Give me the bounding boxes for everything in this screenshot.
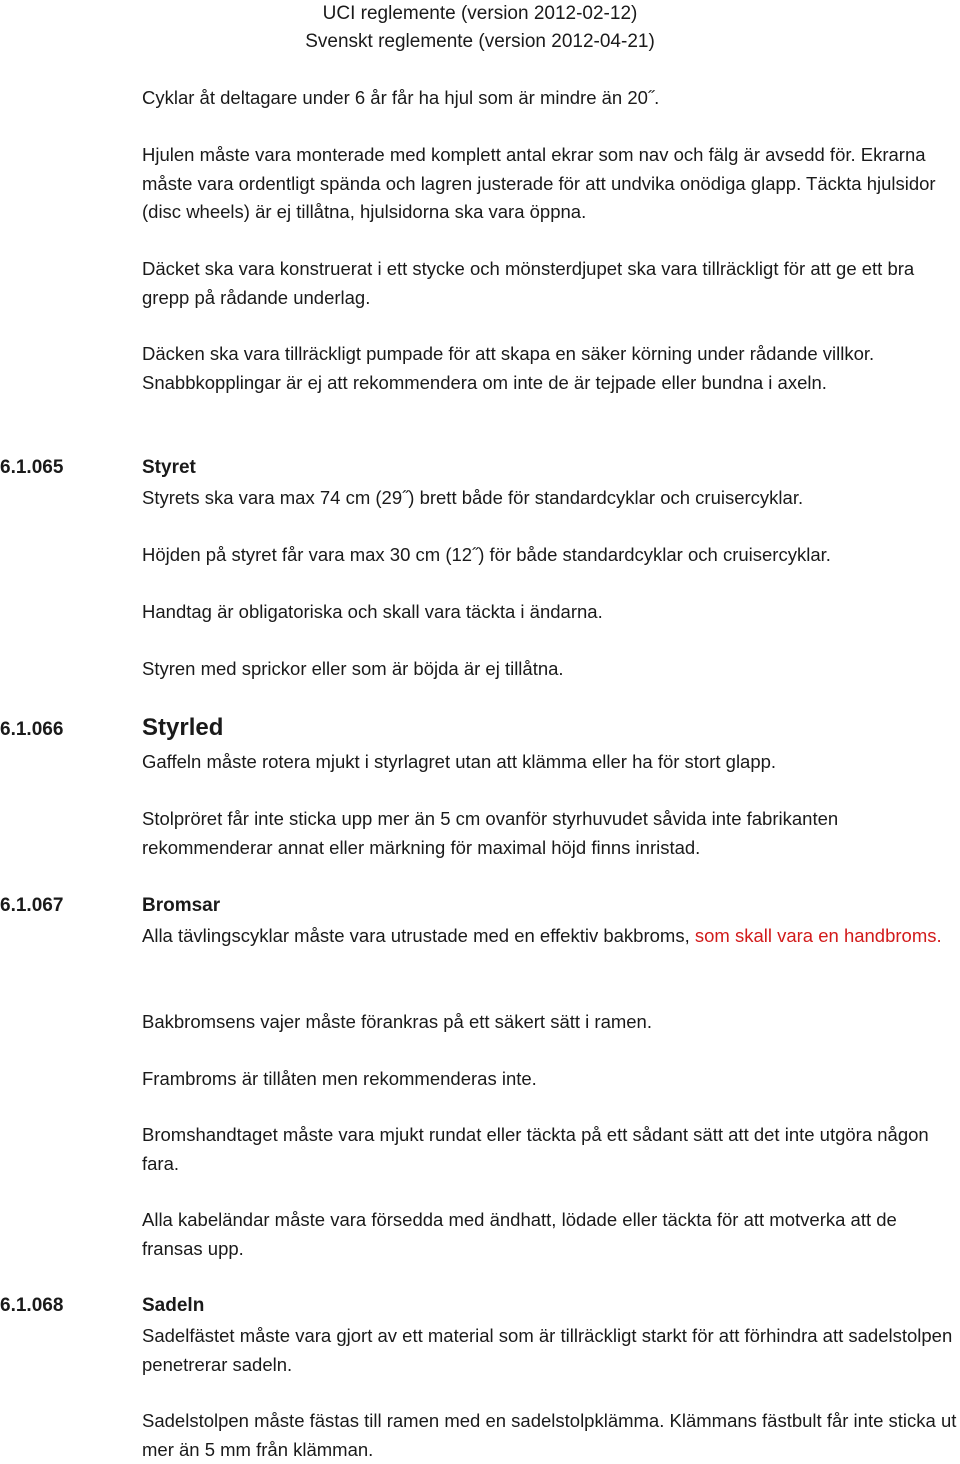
page-header [0,0,960,56]
section-title-styret: Styret [142,457,196,478]
section-title-styrled: Styrled [142,714,224,741]
bromsar-paragraph-1-text: Alla tävlingscyklar måste vara utrustade med en effektiv bakbroms, [142,925,695,946]
intro-paragraph-1: Cyklar åt deltagare under 6 år får ha hjul som är mindre än 20˝. [142,87,660,108]
bromsar-red-insert: som skall vara en handbroms. [694,925,942,946]
bromsar-paragraph-4: Bromshandtaget måste vara mjukt rundat eller täckta på ett sådant sätt att det inte utgöra någon fara. [142,1124,929,1174]
intro-paragraph-2: Hjulen måste vara monterade med komplett antal ekrar som nav och fälg är avsedd för. Ekrarna måste vara ordentligt spända och lagren justerade för att undvika onödiga glapp. Täckta hjulsidor (disc wheels) är ej tillåtna, hjulsidorna ska vara öppna. [142,144,936,222]
section-number-067: 6.1.067 [0,895,64,916]
styrled-paragraph-1: Gaffeln måste rotera mjukt i styrlagret utan att klämma eller ha för stort glapp. [142,751,777,772]
styret-paragraph-2: Höjden på styret får vara max 30 cm (12˝) för både standardcyklar och cruisercyklar. [142,544,831,565]
header-uci-version: UCI reglemente (version 2012-02-12) [322,3,638,24]
section-number-066: 6.1.066 [0,719,64,740]
styret-paragraph-1: Styrets ska vara max 74 cm (29˝) brett både för standardcyklar och cruisercyklar. [142,487,804,508]
sadeln-paragraph-2: Sadelstolpen måste fästas till ramen med en sadelstolpklämma. Klämmans fästbult får inte sticka ut mer än 5 mm från klämman. [142,1410,957,1460]
section-number-068: 6.1.068 [0,1295,64,1316]
bromsar-paragraph-3: Frambroms är tillåten men rekommenderas inte. [142,1068,537,1089]
bromsar-paragraph-2: Bakbromsens vajer måste förankras på ett säkert sätt i ramen. [142,1011,652,1032]
section-title-sadeln: Sadeln [142,1295,205,1316]
styret-paragraph-3: Handtag är obligatoriska och skall vara täckta i ändarna. [142,601,603,622]
bromsar-paragraph-5: Alla kabeländar måste vara försedda med ändhatt, lödade eller täckta för att motverka att de fransas upp. [142,1209,897,1259]
sadeln-paragraph-1: Sadelfästet måste vara gjort av ett material som är tillräckligt starkt för att förhindra att sadelstolpen penetrerar sadeln. [142,1325,953,1375]
intro-paragraph-3: Däcket ska vara konstruerat i ett stycke och mönsterdjupet ska vara tillräckligt för att ge ett bra grepp på rådande underlag. [142,258,915,308]
header-swedish-version: Svenskt reglemente (version 2012-04-21) [305,31,655,52]
bromsar-paragraph-1 [142,922,957,951]
section-title-bromsar: Bromsar [142,895,221,916]
styret-paragraph-4: Styren med sprickor eller som är böjda är ej tillåtna. [142,658,564,679]
styrled-paragraph-2: Stolpröret får inte sticka upp mer än 5 cm ovanför styrhuvudet såvida inte fabrikanten rekommenderar annat eller märkning för maximal höjd finns inristad. [142,808,839,858]
intro-paragraph-4: Däcken ska vara tillräckligt pumpade för att skapa en säker körning under rådande villkor. Snabbkopplingar är ej att rekommendera om inte de är tejpade eller bundna i axeln. [142,343,875,393]
section-number-065: 6.1.065 [0,457,64,478]
